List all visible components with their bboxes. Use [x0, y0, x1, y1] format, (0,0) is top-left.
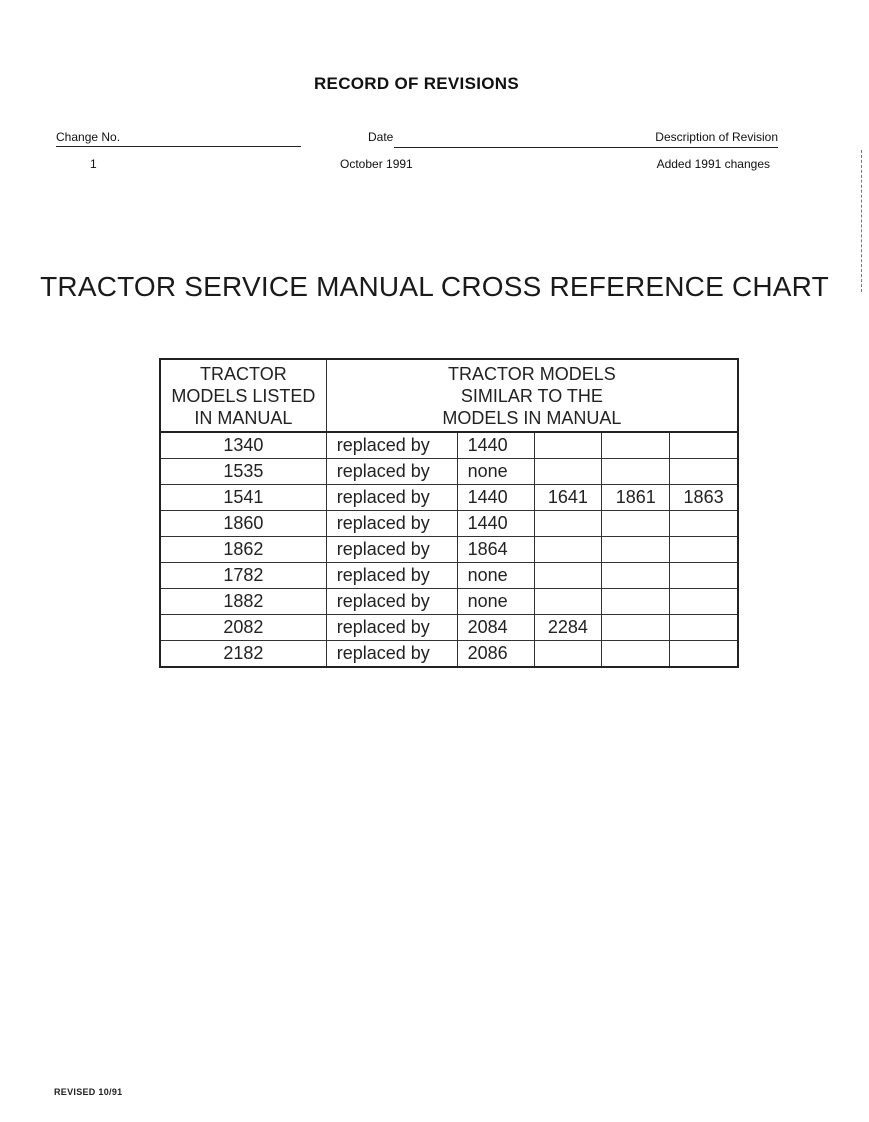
- similar-model-cell: [534, 511, 602, 537]
- header-right-line: TRACTOR MODELS: [448, 364, 616, 384]
- similar-model-cell: [602, 511, 670, 537]
- similar-model-cell: [670, 432, 738, 459]
- revision-row: [56, 157, 778, 175]
- model-cell: 2182: [160, 641, 326, 668]
- description-header: Description of Revision: [655, 130, 778, 144]
- similar-model-cell: none: [457, 459, 534, 485]
- header-similar-models: [326, 359, 738, 432]
- similar-model-cell: [670, 537, 738, 563]
- relation-cell: replaced by: [326, 589, 457, 615]
- similar-model-cell: none: [457, 563, 534, 589]
- similar-model-cell: none: [457, 589, 534, 615]
- similar-model-cell: 1440: [457, 511, 534, 537]
- relation-cell: replaced by: [326, 615, 457, 641]
- table-body: [160, 432, 738, 667]
- table-row: [160, 432, 738, 459]
- relation-cell: replaced by: [326, 641, 457, 668]
- revised-footer: REVISED 10/91: [54, 1087, 123, 1097]
- table-row: [160, 511, 738, 537]
- header-left-line: IN MANUAL: [194, 408, 293, 428]
- similar-model-cell: [534, 459, 602, 485]
- model-cell: 1882: [160, 589, 326, 615]
- similar-model-cell: [670, 641, 738, 668]
- model-cell: 1862: [160, 537, 326, 563]
- relation-cell: replaced by: [326, 563, 457, 589]
- relation-cell: replaced by: [326, 459, 457, 485]
- similar-model-cell: [534, 432, 602, 459]
- change-no-header: Change No.: [56, 130, 301, 147]
- revisions-title: [0, 74, 869, 94]
- similar-model-cell: [670, 511, 738, 537]
- model-cell: 1340: [160, 432, 326, 459]
- chart-title: TRACTOR SERVICE MANUAL CROSS REFERENCE CHART: [40, 271, 829, 302]
- similar-model-cell: [602, 432, 670, 459]
- relation-cell: replaced by: [326, 485, 457, 511]
- table-row: [160, 485, 738, 511]
- relation-cell: replaced by: [326, 432, 457, 459]
- similar-model-cell: 1641: [534, 485, 602, 511]
- similar-model-cell: [602, 563, 670, 589]
- table-header-row: [160, 359, 738, 432]
- table-row: [160, 641, 738, 668]
- revision-date: October 1991: [340, 157, 413, 171]
- model-cell: 1782: [160, 563, 326, 589]
- table-row: [160, 589, 738, 615]
- relation-cell: replaced by: [326, 537, 457, 563]
- similar-model-cell: 2086: [457, 641, 534, 668]
- cross-reference-table: [159, 358, 739, 668]
- similar-model-cell: [670, 615, 738, 641]
- similar-model-cell: 1440: [457, 432, 534, 459]
- similar-model-cell: [534, 563, 602, 589]
- table-row: [160, 459, 738, 485]
- similar-model-cell: [670, 459, 738, 485]
- similar-model-cell: [670, 589, 738, 615]
- model-cell: 1860: [160, 511, 326, 537]
- header-models-listed: [160, 359, 326, 432]
- header-left-line: MODELS LISTED: [171, 386, 316, 406]
- similar-model-cell: [602, 537, 670, 563]
- table-row: [160, 615, 738, 641]
- model-cell: 1535: [160, 459, 326, 485]
- header-left-line: TRACTOR: [200, 364, 287, 384]
- header-rule: [394, 147, 778, 148]
- revision-description: Added 1991 changes: [656, 157, 770, 171]
- similar-model-cell: 2284: [534, 615, 602, 641]
- similar-model-cell: 1863: [670, 485, 738, 511]
- revisions-header: [56, 130, 778, 150]
- table-row: [160, 537, 738, 563]
- revision-change-no: 1: [90, 157, 97, 171]
- similar-model-cell: 2084: [457, 615, 534, 641]
- table-row: [160, 563, 738, 589]
- similar-model-cell: [602, 589, 670, 615]
- similar-model-cell: 1861: [602, 485, 670, 511]
- similar-model-cell: [602, 641, 670, 668]
- date-header: Date: [368, 130, 394, 144]
- similar-model-cell: 1864: [457, 537, 534, 563]
- model-cell: 2082: [160, 615, 326, 641]
- model-cell: 1541: [160, 485, 326, 511]
- relation-cell: replaced by: [326, 511, 457, 537]
- header-right-line: SIMILAR TO THE: [460, 386, 603, 406]
- similar-model-cell: [670, 563, 738, 589]
- similar-model-cell: 1440: [457, 485, 534, 511]
- similar-model-cell: [602, 615, 670, 641]
- similar-model-cell: [602, 459, 670, 485]
- header-right-line: MODELS IN MANUAL: [442, 408, 622, 428]
- similar-model-cell: [534, 641, 602, 668]
- revisions-title-text: RECORD OF REVISIONS: [313, 74, 519, 93]
- similar-model-cell: [534, 589, 602, 615]
- similar-model-cell: [534, 537, 602, 563]
